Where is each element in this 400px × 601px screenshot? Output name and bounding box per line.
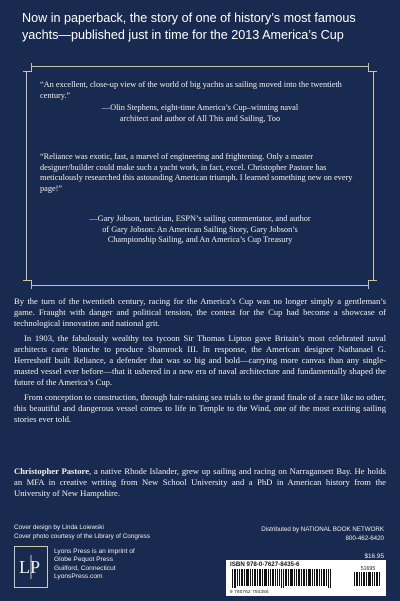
publisher-info — [54, 548, 224, 582]
cover-photo-credit: Cover photo courtesy of the Library of Congress — [14, 532, 151, 540]
publisher-line: LyonsPress.com — [54, 573, 103, 581]
quote-stephens: “An excellent, close-up view of the world of big yachts as sailing moved into the twentieth century.” — [40, 80, 342, 100]
attribution-line: architect and author of All This and Sailing, Too — [119, 113, 281, 123]
attribution-line: —Gary Jobson, tactician, ESPN’s sailing commentator, and author — [89, 214, 311, 223]
attribution-line: —Olin Stephens, eight-time America’s Cup–winning naval — [101, 103, 299, 112]
description-paragraph: In 1903, the fabulously wealthy tea tycoon Sir Thomas Lipton gave Britain’s most celebrated naval architects carte blanche to produce Shamrock III. In response, the American designer Nathanael G. Herreshoff built Reliance, a defender that was so big and bold—carrying more canvas than any single-masted vessel ever before—that it ushered in a new era of naval architecture and fundamentally shaped the future of the America’s Cup. — [14, 332, 386, 388]
description-paragraph: By the turn of the twentieth century, racing for the America’s Cup was no longer simply a gentleman’s game. Fraught with danger and political tension, the contest for the Cup had become a showcase of technological innovation and national grit. — [14, 296, 386, 329]
cover-design-credit: Cover design by Linda Loiewski — [14, 524, 104, 531]
frame-corner — [23, 280, 32, 289]
description — [14, 296, 386, 428]
attribution-jobson — [40, 214, 360, 246]
publisher-line: Globe Pequot Press — [54, 556, 114, 564]
attribution-line: Championship Sailing, and An America’s Cup Treasury — [107, 235, 293, 245]
author-bio-text: , a native Rhode Islander, grew up sailing and racing on Narragansett Bay. He holds an MFA in creative writing from New School University and a PhD in American history from the University of New Hampshire. — [14, 466, 386, 499]
price-code: 51695 — [360, 566, 376, 572]
frame-corner — [368, 63, 377, 72]
isbn: ISBN 978-0-7627-8435-6 — [230, 561, 300, 568]
lp-logo-icon — [15, 547, 47, 587]
author-bio — [14, 466, 386, 500]
distribution-info — [232, 526, 384, 543]
barcode-number: 9 780762 784356 — [230, 589, 269, 594]
publisher-line: Guilford, Connecticut — [54, 564, 116, 572]
headline: Now in paperback, the story of one of history’s most famous yachts—published just in time for the 2013 America’s Cup — [22, 11, 356, 42]
price: $16.95 — [364, 553, 384, 560]
attribution-line: of Gary Jobson: An American Sailing Story, Gary Jobson’s — [102, 224, 298, 234]
author-name: Christopher Pastore — [14, 466, 90, 476]
logo-letters: LP — [19, 557, 41, 577]
frame-corner — [368, 280, 377, 289]
quote-jobson: “Reliance was exotic, fast, a marvel of engineering and frightening. Only a master designer/builder could make such a yacht work, in fact, excel. Christopher Pastore has meticulously researched this astounding American triumph. I learned something new on every page!” — [40, 152, 353, 193]
distributor-phone: 800-462-6420 — [345, 534, 384, 542]
publisher-logo — [14, 546, 48, 588]
frame-corner — [23, 63, 32, 72]
cover-credits — [14, 524, 214, 541]
description-paragraph: From conception to construction, through hair-raising sea trials to the grand finale of a race like no other, this beautiful and dangerous vessel comes to life in Temple to the Wind, one of the most exciting sailing stories ever told. — [14, 391, 386, 425]
distributor: Distributed by NATIONAL BOOK NETWORK — [261, 526, 384, 533]
publisher-line: Lyons Press is an imprint of — [54, 548, 135, 555]
attribution-stephens — [40, 103, 360, 124]
